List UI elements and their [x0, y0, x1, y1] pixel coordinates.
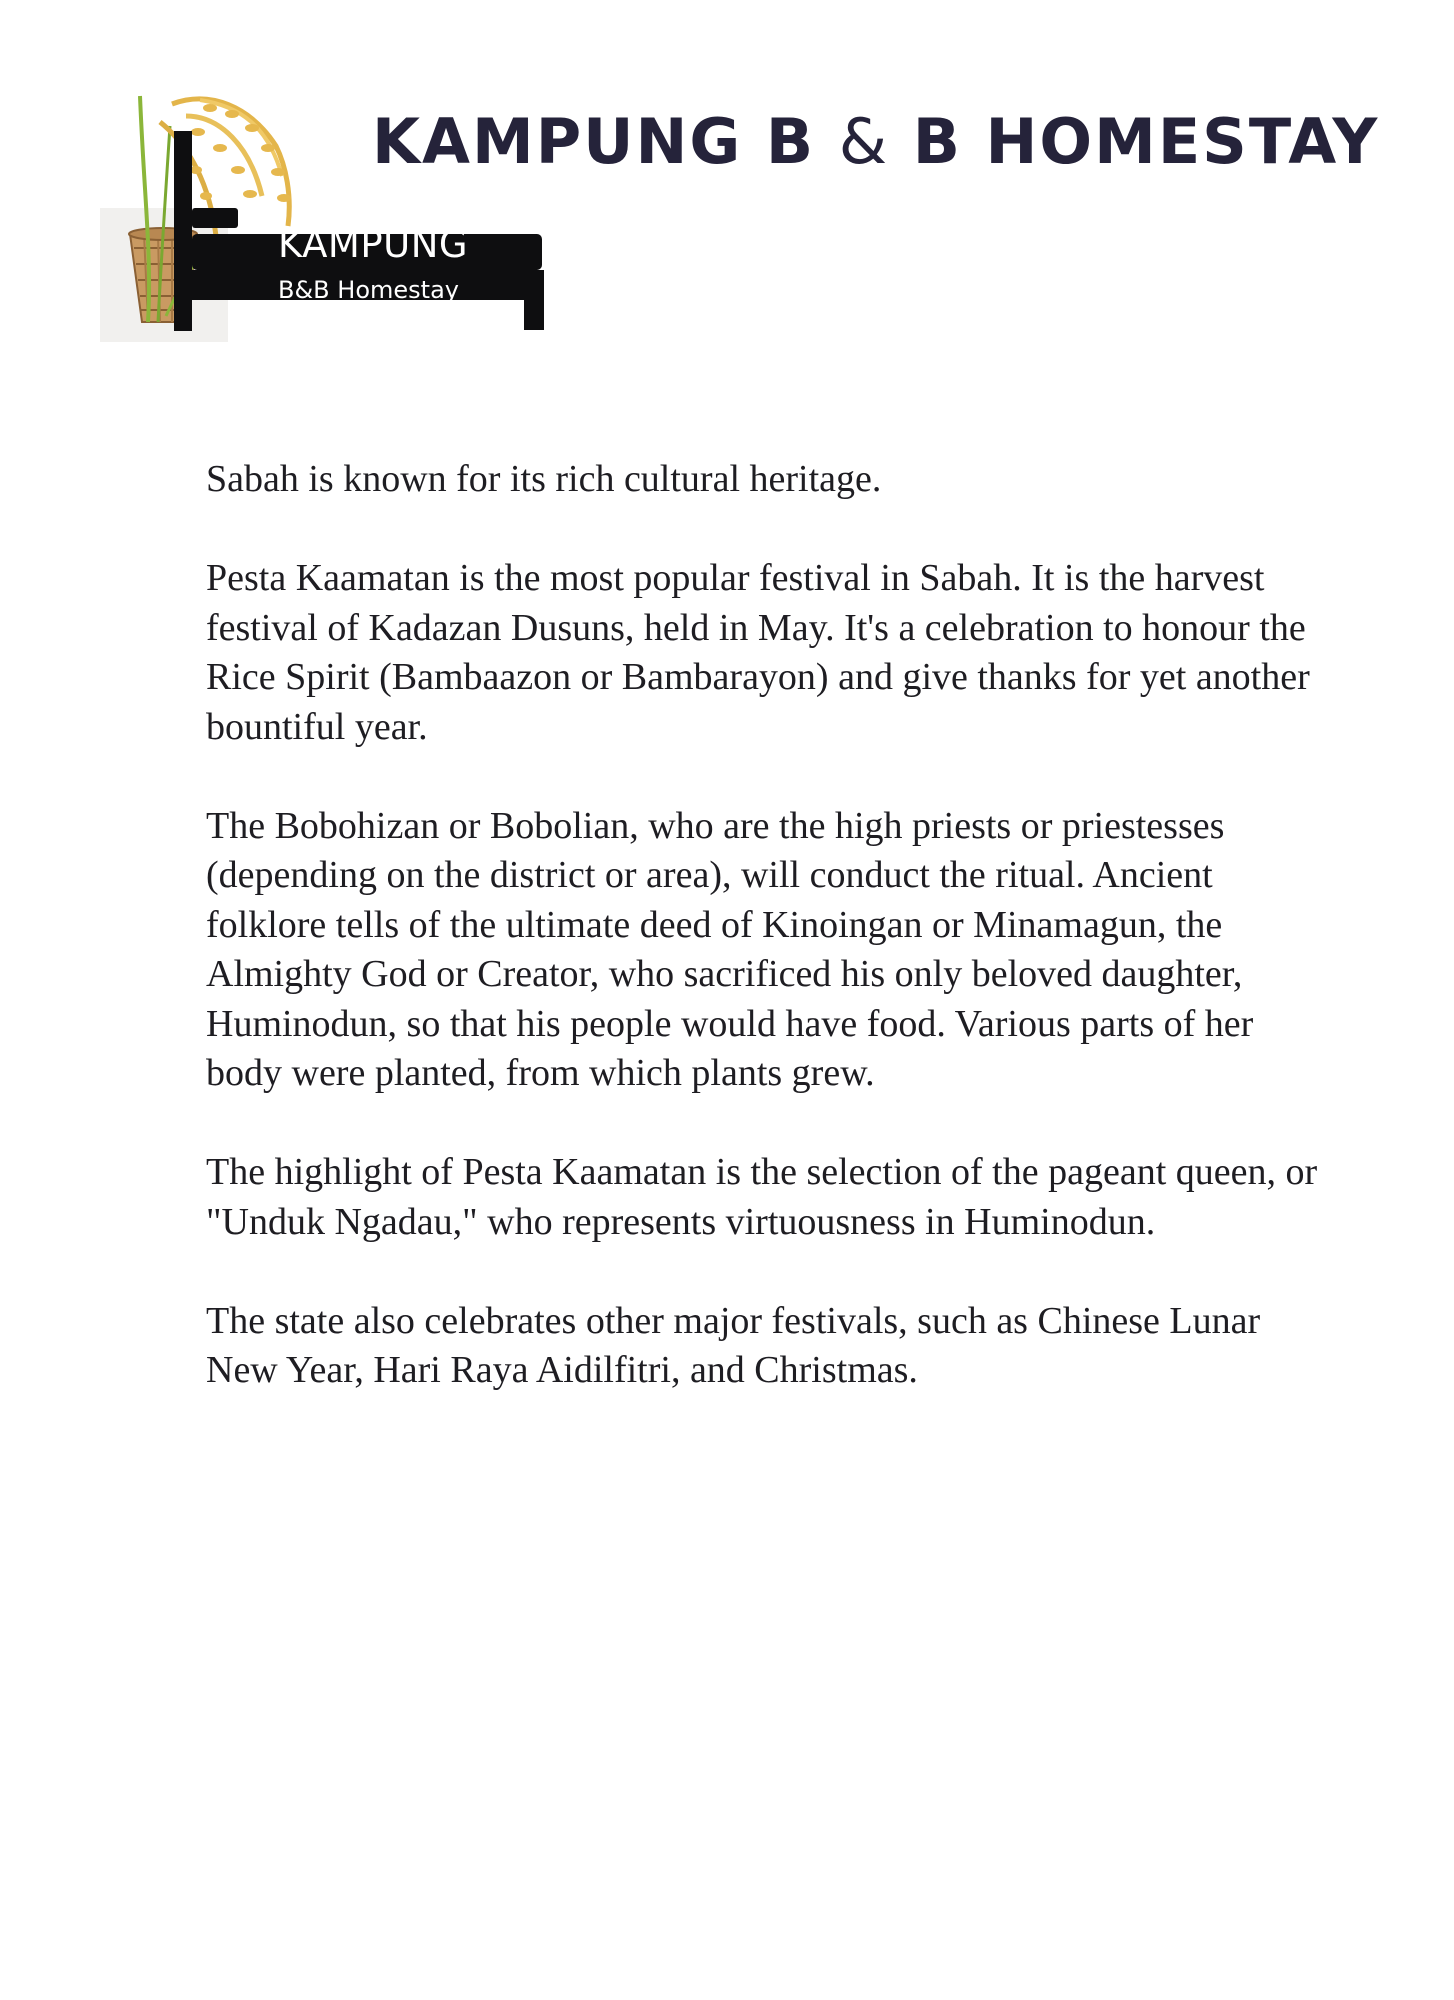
paragraph-bobohizan: The Bobohizan or Bobolian, who are the high priests or priestesses (depending on the district or area), will conduct the ritual. Ancient folklore tells of the ultimate deed of Kinoingan or Minamagun, the Almighty God or Creator, who sacrificed his only beloved daughter, Huminodun, so that his people would have food. Various parts of her body were planted, from which plants grew. [206, 804, 1254, 1094]
title-part-2: B HOMESTAY [912, 105, 1380, 178]
paragraph-pesta-kaamatan: Pesta Kaamatan is the most popular festival in Sabah. It is the harvest festival of Kadazan Dusuns, held in May. It's a celebration to honour the Rice Spirit (Bambaazon or Bambarayon) and give thanks for yet another bountiful year. [206, 557, 1310, 748]
title-part-1: KAMPUNG B [372, 105, 816, 178]
logo-sub-text: B&B Homestay [278, 276, 459, 304]
page-title [372, 105, 1380, 178]
paragraph-other-festivals: The state also celebrates other major festivals, such as Chinese Lunar New Year, Hari Raya Aidilfitri, and Christmas. [206, 1299, 1261, 1391]
paragraph-unduk-ngadau: The highlight of Pesta Kaamatan is the selection of the pageant queen, or "Unduk Ngadau," who represents virtuousness in Huminodun. [206, 1151, 1318, 1243]
paragraph-intro: Sabah is known for its rich cultural heritage. [206, 458, 882, 500]
article-body [206, 455, 1326, 1445]
page-header [0, 0, 1454, 360]
title-ampersand: & [838, 105, 890, 178]
logo-main-text: KAMPUNG [278, 223, 469, 266]
